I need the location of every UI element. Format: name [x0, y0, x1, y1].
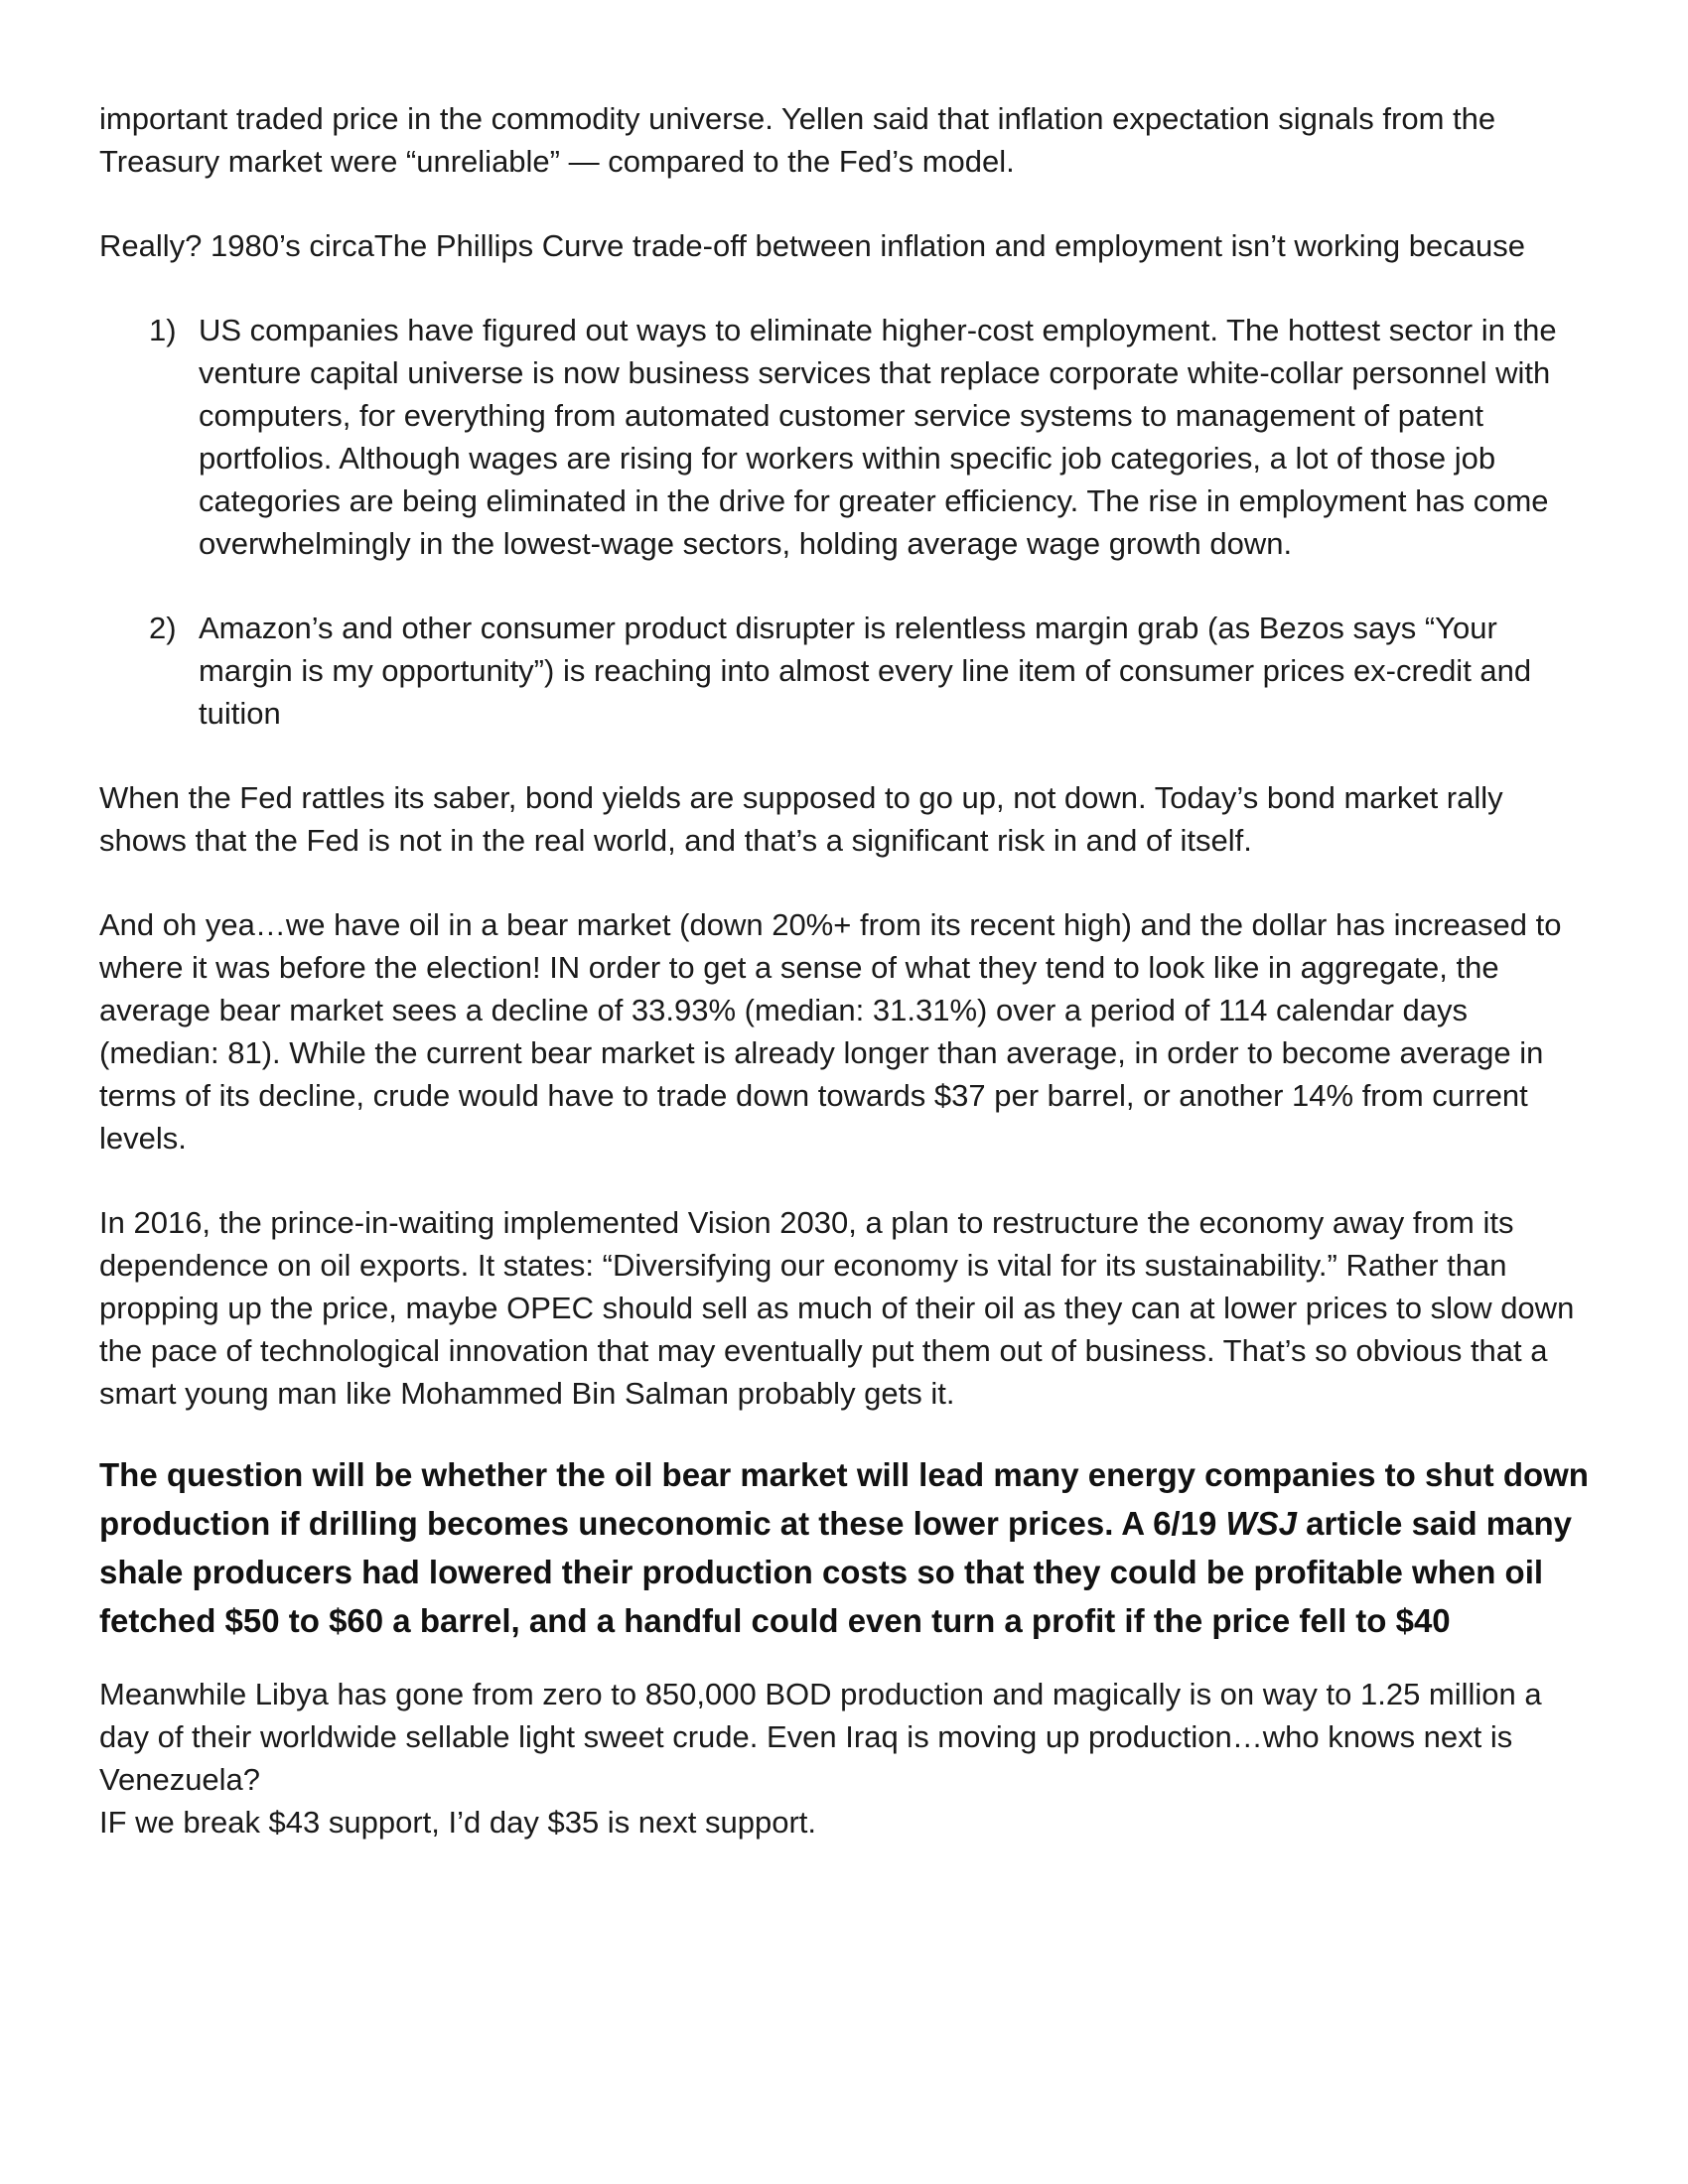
bold-paragraph-text-continued: article said many shale producers had lowered their production costs so that they could be profitable when oil fetched $50 to $60 a barrel, and a handful could even turn a profit if the price fell to $40 [99, 1505, 1572, 1639]
publication-name: WSJ [1225, 1505, 1297, 1542]
paragraph-vision-2030: In 2016, the prince-in-waiting implemented Vision 2030, a plan to restructure the economy away from its dependence on oil exports. It states: “Diversifying our economy is vital for its sustainability.” Rather than propping up the price, maybe OPEC should sell as much of their oil as they can at lower prices to slow down the pace of technological innovation that may eventually put them out of business. That’s so obvious that a smart young man like Mohammed Bin Salman probably gets it. [99, 1205, 1575, 1411]
bold-paragraph-text: The question will be whether the oil bear market will lead many energy companies to shut down production if drilling becomes uneconomic at these lower prices. A 6/19 [99, 1456, 1589, 1542]
list-item-text: Amazon’s and other consumer product disrupter is relentless margin grab (as Bezos says “Your margin is my opportunity”) is reaching into almost every line item of consumer prices ex-credit and tuition [199, 611, 1532, 731]
list-item-number: 1) [149, 313, 177, 347]
list-item-text: US companies have figured out ways to eliminate higher-cost employment. The hottest sector in the venture capital universe is now business services that replace corporate white-collar personnel with computers, for everything from automated customer service systems to management of patent portfolios. Although wages are rising for workers within specific job categories, a lot of those job categories are being eliminated in the drive for greater efficiency. The rise in employment has come overwhelmingly in the lowest-wage sectors, holding average wage growth down. [199, 313, 1557, 561]
paragraph-fed-saber: When the Fed rattles its saber, bond yields are supposed to go up, not down. Today’s bond market rally shows that the Fed is not in the real world, and that’s a significant risk in and of itself. [99, 780, 1503, 858]
list-item-number: 2) [149, 611, 177, 645]
paragraph-support-level: IF we break $43 support, I’d day $35 is next support. [99, 1805, 817, 1840]
paragraph-oil-bear-market: And oh yea…we have oil in a bear market (down 20%+ from its recent high) and the dollar has increased to where it was before the election! IN order to get a sense of what they tend to look like in aggregate, the average bear market sees a decline of 33.93% (median: 31.31%) over a period of 114 calendar days (median: 81). While the current bear market is already longer than average, in order to become average in terms of its decline, crude would have to trade down towards $37 per barrel, or another 14% from current levels. [99, 907, 1562, 1156]
paragraph-yellen: important traded price in the commodity universe. Yellen said that inflation expectation signals from the Treasury market were “unreliable” — compared to the Fed’s model. [99, 101, 1496, 179]
list-item [99, 309, 1594, 565]
bold-paragraph-question [99, 1450, 1594, 1645]
paragraph-phillips-curve: Really? 1980’s circaThe Phillips Curve trade-off between inflation and employment isn’t working because [99, 228, 1525, 263]
document-page [99, 97, 1594, 1843]
numbered-list [99, 309, 1594, 735]
paragraph-libya: Meanwhile Libya has gone from zero to 850,000 BOD production and magically is on way to 1.25 million a day of their worldwide sellable light sweet crude. Even Iraq is moving up production…who knows next is Venezuela? [99, 1677, 1542, 1797]
list-item [99, 607, 1594, 735]
